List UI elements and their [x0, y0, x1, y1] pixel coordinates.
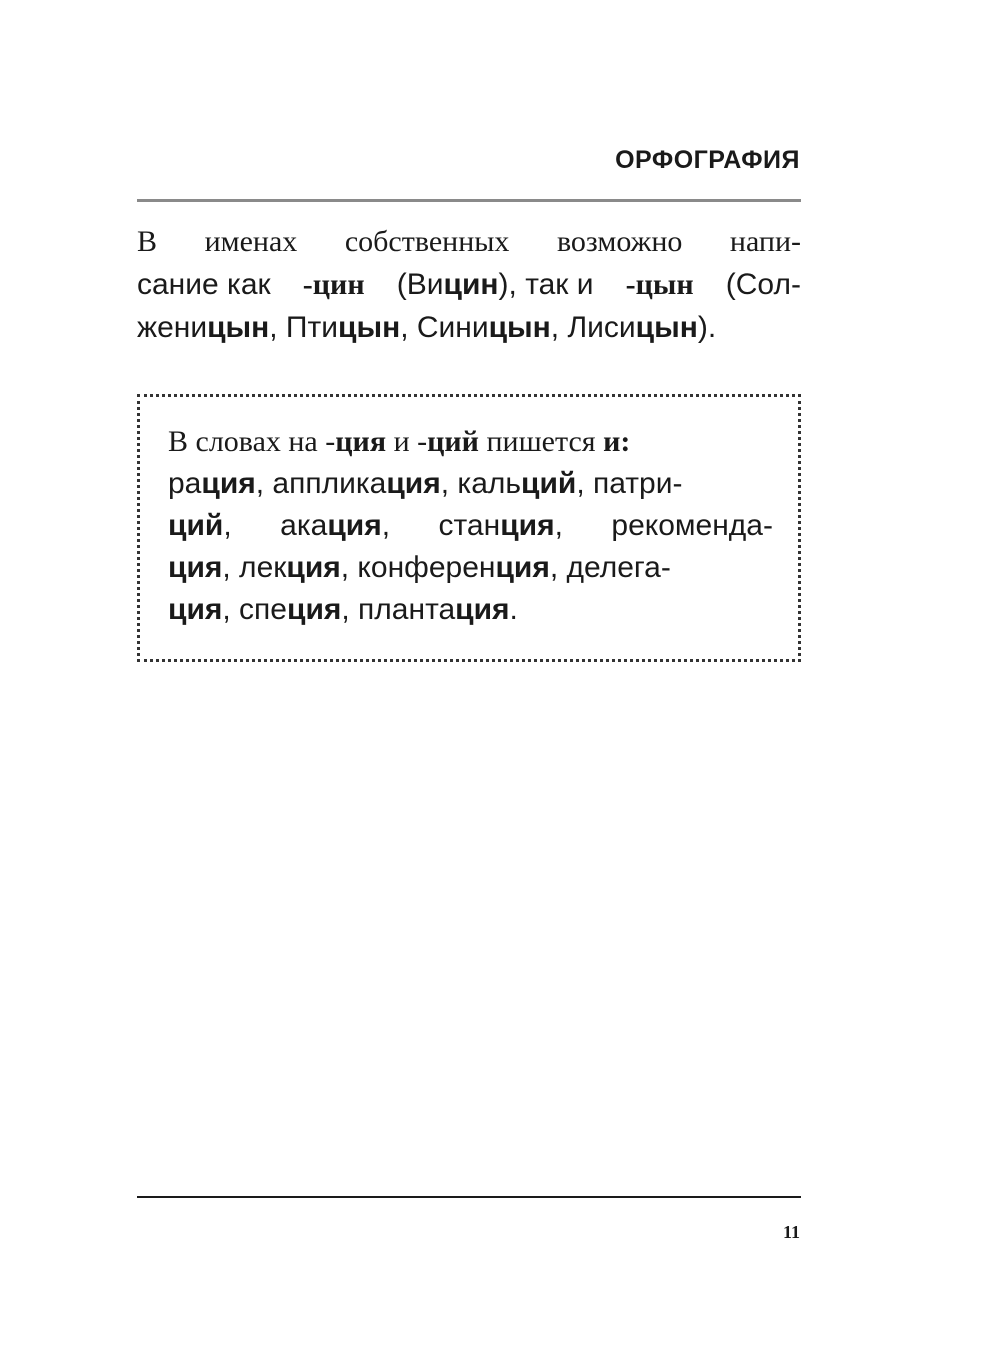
paragraph-text: (Ви — [396, 268, 444, 301]
paragraph-bold-suffix: цин — [443, 268, 499, 301]
rule-group — [439, 505, 563, 547]
paragraph-word: возможно — [556, 225, 683, 258]
paragraph-text: жени — [137, 311, 208, 344]
section-title: ОРФОГРАФИЯ — [615, 146, 800, 174]
paragraph-bold-suffix: -цын — [625, 268, 694, 301]
paragraph-group — [626, 263, 694, 306]
paragraph-bold-suffix: цын — [207, 311, 270, 344]
paragraph-bold-suffix: цын — [338, 311, 401, 344]
rule-bold-suffix: ция — [455, 593, 510, 626]
paragraph-text: ), так и — [498, 268, 594, 301]
rule-text: , — [381, 509, 391, 542]
rule-group — [168, 547, 671, 589]
rule-text: стан — [438, 509, 501, 542]
rule-box-text — [168, 421, 773, 631]
rule-text: В словах на - — [168, 425, 336, 458]
rule-box-line-5 — [168, 589, 773, 631]
rule-group — [168, 505, 232, 547]
paragraph-group — [397, 263, 594, 306]
rule-box — [137, 394, 801, 662]
rule-bold-letter: и: — [603, 425, 631, 458]
paragraph-text: ). — [697, 311, 717, 344]
rule-text: , каль — [440, 467, 522, 500]
paragraph-text: , Пти — [269, 311, 338, 344]
rule-text: , конферен — [340, 551, 496, 584]
rule-group — [280, 505, 390, 547]
rule-bold-suffix: ция — [286, 551, 341, 584]
paragraph-group — [303, 263, 365, 306]
rule-bold-suffix: ция — [500, 509, 555, 542]
title-rule — [137, 199, 801, 202]
paragraph-word: В — [137, 225, 158, 258]
paragraph-word: именах — [204, 225, 298, 258]
rule-box-line-1 — [168, 421, 773, 463]
rule-bold-suffix: ций — [427, 425, 479, 458]
paragraph-group — [137, 306, 716, 349]
rule-text: рекоменда- — [611, 509, 773, 542]
rule-box-line-4 — [168, 547, 773, 589]
rule-bold-suffix: ция — [168, 593, 223, 626]
rule-bold-suffix: ция — [168, 551, 223, 584]
paragraph-line-2 — [137, 263, 801, 306]
rule-bold-suffix: ция — [335, 425, 387, 458]
rule-bold-suffix: ций — [168, 509, 224, 542]
paragraph-word: собственных — [344, 225, 510, 258]
rule-bold-suffix: ция — [386, 467, 441, 500]
rule-text: пишется — [478, 425, 604, 458]
rule-text: ака — [280, 509, 328, 542]
paragraph-word: напи- — [729, 225, 801, 258]
paragraph-text: (Сол- — [725, 268, 801, 301]
rule-bold-suffix: ция — [327, 509, 382, 542]
rule-text: ра — [168, 467, 202, 500]
paragraph-bold-suffix: цын — [635, 311, 698, 344]
rule-text: , — [554, 509, 563, 542]
rule-group — [168, 463, 682, 505]
rule-bold-suffix: ция — [201, 467, 256, 500]
rule-bold-suffix: ция — [495, 551, 550, 584]
rule-box-line-3 — [168, 505, 773, 547]
paragraph-bold-suffix: -цин — [302, 268, 365, 301]
paragraph-text: , Лиси — [550, 311, 636, 344]
rule-text: , апплика — [255, 467, 387, 500]
footer-rule — [137, 1196, 801, 1198]
rule-text: , патри- — [576, 467, 683, 500]
rule-box-line-2 — [168, 463, 773, 505]
paragraph-line-1 — [137, 220, 801, 263]
rule-text: , планта — [341, 593, 456, 626]
rule-text: , — [223, 509, 232, 542]
rule-text: . — [509, 593, 518, 626]
rule-bold-suffix: ция — [287, 593, 342, 626]
rule-bold-suffix: ций — [521, 467, 577, 500]
paragraph-line-3 — [137, 306, 801, 349]
rule-text: , делега- — [549, 551, 671, 584]
paragraph-bold-suffix: цын — [488, 311, 551, 344]
rule-text: и - — [386, 425, 428, 458]
paragraph-proper-names — [137, 220, 801, 349]
rule-text: , лек — [222, 551, 287, 584]
paragraph-text: сание как — [137, 268, 271, 301]
rule-text: , спе — [222, 593, 287, 626]
page-number: 11 — [782, 1222, 800, 1242]
paragraph-text: , Сини — [400, 311, 489, 344]
